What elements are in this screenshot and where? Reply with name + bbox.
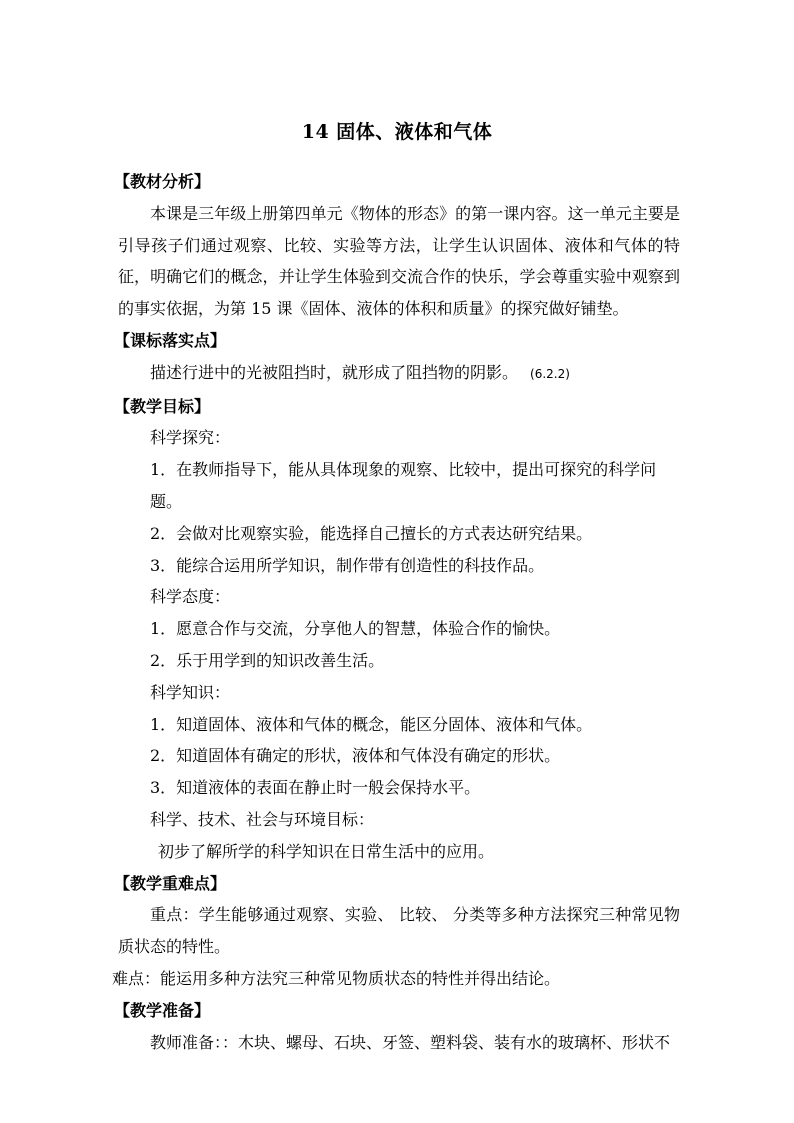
- list-item: 3．知道液体的表面在静止时一般会保持水平。: [150, 778, 481, 798]
- document-body: [112, 166, 680, 1058]
- sts-text: 初步了解所学的科学知识在日常生活中的应用。: [158, 841, 495, 861]
- difficulty-text: 难点：能运用多种方法究三种常见物质状态的特性并得出结论。: [112, 968, 561, 988]
- list-item: 1．在教师指导下，能从具体现象的观察、比较中，提出可探究的科学问题。: [150, 460, 657, 511]
- curriculum-standard-ref: (6.2.2): [530, 366, 570, 381]
- section-heading-teaching-goals: 【教学目标】: [114, 396, 211, 416]
- list-item: 2．知道固体有确定的形状，液体和气体没有确定的形状。: [150, 746, 561, 766]
- section-heading-preparation: 【教学准备】: [114, 1000, 211, 1020]
- section-heading-curriculum-standard: 【课标落实点】: [114, 330, 227, 350]
- curriculum-standard-text: 描述行进中的光被阻挡时，就形成了阻挡物的阴影。: [150, 362, 519, 382]
- teacher-preparation-text: 教师准备：：木块、螺母、石块、牙签、塑料袋、装有水的玻璃杯、形状不: [150, 1032, 671, 1052]
- list-item: 3．能综合运用所学知识，制作带有创造性的科技作品。: [150, 555, 545, 575]
- textbook-analysis-paragraph: 本课是三年级上册第四单元《物体的形态》的第一课内容。这一单元主要是引导孩子们通过观察、比较、实验等方法，让学生认识固体、液体和气体的特征，明确它们的概念，并让学生体验到交流合作的快乐，学会尊重实验中观察到的事实依据，为第 15 课《固体、液体的体积和质量》的探究做好铺垫。: [118, 203, 680, 319]
- list-item: 2．乐于用学到的知识改善生活。: [150, 650, 385, 670]
- attitude-label: 科学态度：: [150, 587, 231, 607]
- sts-label: 科学、技术、社会与环境目标：: [150, 809, 375, 829]
- list-item: 2．会做对比观察实验，能选择自己擅长的方式表达研究结果。: [150, 523, 593, 543]
- page-title: 14 固体、液体和气体: [301, 121, 493, 143]
- section-heading-key-points: 【教学重难点】: [114, 873, 227, 893]
- key-point-text: 重点：学生能够通过观察、实验、 比较、 分类等多种方法探究三种常见物质状态的特性。: [118, 905, 680, 957]
- list-item: 1．知道固体、液体和气体的概念，能区分固体、液体和气体。: [150, 714, 593, 734]
- list-item: 1．愿意合作与交流，分享他人的智慧，体验合作的愉快。: [150, 619, 561, 639]
- curriculum-standard-line: [118, 357, 680, 391]
- inquiry-label: 科学探究：: [150, 428, 231, 448]
- knowledge-label: 科学知识：: [150, 682, 231, 702]
- section-heading-textbook-analysis: 【教材分析】: [114, 172, 211, 191]
